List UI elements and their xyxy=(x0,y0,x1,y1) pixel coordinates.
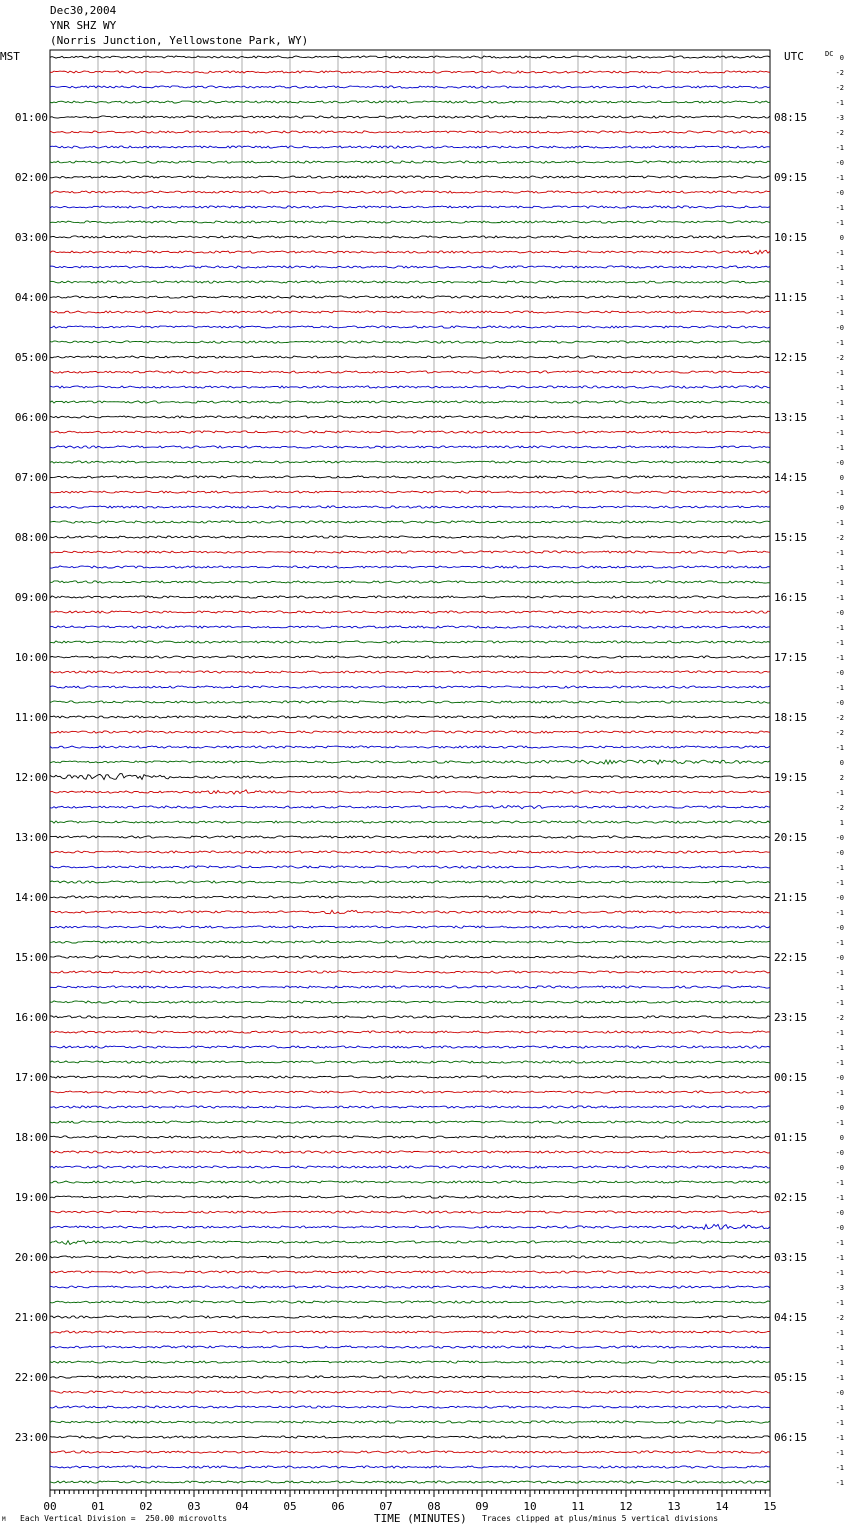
hour-label-right: 05:15 xyxy=(774,1371,808,1384)
trace-line xyxy=(50,716,770,718)
trace-line xyxy=(50,1361,770,1363)
trace-line xyxy=(50,1436,770,1438)
trace-line xyxy=(50,774,770,780)
dc-offset-label: 0 xyxy=(839,234,844,242)
dc-offset-label: -1 xyxy=(835,624,844,632)
trace-line xyxy=(50,221,770,223)
trace-line xyxy=(50,941,770,943)
hour-label-left: 23:00 xyxy=(14,1431,48,1444)
header-location: (Norris Junction, Yellowstone Park, WY) xyxy=(50,34,309,47)
hour-label-left: 16:00 xyxy=(14,1011,48,1024)
dc-offset-label: -1 xyxy=(835,1029,844,1037)
dc-offset-label: -1 xyxy=(835,489,844,497)
trace-line xyxy=(50,476,770,478)
hour-label-left: 04:00 xyxy=(14,291,48,304)
trace-line xyxy=(50,1406,770,1408)
hour-label-right: 19:15 xyxy=(774,771,808,784)
dc-offset-label: 0 xyxy=(839,1134,844,1142)
dc-offset-label: -1 xyxy=(835,1464,844,1472)
trace-line xyxy=(50,1091,770,1093)
dc-offset-label: 0 xyxy=(839,474,844,482)
trace-line xyxy=(50,401,770,403)
trace-line xyxy=(50,236,770,238)
dc-offset-label: -0 xyxy=(835,1149,844,1157)
trace-line xyxy=(50,821,770,823)
dc-offset-label: -1 xyxy=(835,1089,844,1097)
trace-line xyxy=(50,596,770,598)
dc-offset-label: -1 xyxy=(835,1449,844,1457)
hour-label-right: 09:15 xyxy=(774,171,808,184)
trace-line xyxy=(50,266,770,268)
x-tick-label: 10 xyxy=(523,1500,537,1513)
trace-line xyxy=(50,521,770,523)
dc-offset-label: -0 xyxy=(835,1389,844,1397)
dc-offset-label: -1 xyxy=(835,1329,844,1337)
x-tick-label: 14 xyxy=(715,1500,729,1513)
dc-offset-label: -1 xyxy=(835,1269,844,1277)
dc-offset-label: -0 xyxy=(835,1164,844,1172)
hour-label-left: 06:00 xyxy=(14,411,48,424)
dc-offset-label: -1 xyxy=(835,174,844,182)
dc-offset-label: -2 xyxy=(835,1314,844,1322)
dc-offset-label: -1 xyxy=(835,339,844,347)
dc-offset-label: -1 xyxy=(835,1059,844,1067)
trace-line xyxy=(50,881,770,883)
dc-offset-label: -1 xyxy=(835,414,844,422)
trace-line xyxy=(50,506,770,508)
dc-offset-label: -0 xyxy=(835,1074,844,1082)
trace-line xyxy=(50,1211,770,1213)
trace-line xyxy=(50,926,770,928)
trace-line xyxy=(50,626,770,628)
dc-offset-label: -1 xyxy=(835,1119,844,1127)
trace-line xyxy=(50,326,770,328)
hour-label-left: 02:00 xyxy=(14,171,48,184)
hour-label-right: 10:15 xyxy=(774,231,808,244)
dc-offset-label: 2 xyxy=(839,774,844,782)
x-tick-label: 15 xyxy=(763,1500,777,1513)
dc-offset-label: -2 xyxy=(835,69,844,77)
dc-offset-label: -1 xyxy=(835,1404,844,1412)
hour-label-left: 15:00 xyxy=(14,951,48,964)
trace-line xyxy=(50,851,770,853)
hour-label-right: 11:15 xyxy=(774,291,808,304)
hour-label-left: 17:00 xyxy=(14,1071,48,1084)
trace-line xyxy=(50,1316,770,1318)
hour-label-left: 18:00 xyxy=(14,1131,48,1144)
dc-offset-label: -0 xyxy=(835,1104,844,1112)
dc-offset-label: -2 xyxy=(835,84,844,92)
hour-label-left: 22:00 xyxy=(14,1371,48,1384)
dc-offset-label: -1 xyxy=(835,1434,844,1442)
trace-line xyxy=(50,371,770,373)
dc-offset-label: -1 xyxy=(835,519,844,527)
hour-label-right: 04:15 xyxy=(774,1311,808,1324)
trace-line xyxy=(50,551,770,553)
hour-label-right: 20:15 xyxy=(774,831,808,844)
hour-label-left: 08:00 xyxy=(14,531,48,544)
trace-line xyxy=(50,896,770,898)
dc-offset-label: 1 xyxy=(839,819,844,827)
hour-label-right: 17:15 xyxy=(774,651,808,664)
dc-offset-label: -2 xyxy=(835,804,844,812)
header-date: Dec30,2004 xyxy=(50,4,117,17)
hour-label-right: 02:15 xyxy=(774,1191,808,1204)
trace-line xyxy=(50,250,770,254)
footer-clip-note: Traces clipped at plus/minus 5 vertical divisions xyxy=(482,1514,719,1523)
trace-line xyxy=(50,1451,770,1453)
x-tick-label: 02 xyxy=(139,1500,153,1513)
dc-offset-label: -0 xyxy=(835,834,844,842)
dc-offset-label: -0 xyxy=(835,1224,844,1232)
x-tick-label: 09 xyxy=(475,1500,489,1513)
header-station: YNR SHZ WY xyxy=(50,19,117,32)
dc-offset-label: -1 xyxy=(835,219,844,227)
hour-label-right: 18:15 xyxy=(774,711,808,724)
trace-line xyxy=(50,731,770,733)
trace-line xyxy=(50,146,770,148)
hour-label-right: 08:15 xyxy=(774,111,808,124)
trace-line xyxy=(50,446,770,448)
dc-offset-label: -1 xyxy=(835,984,844,992)
x-tick-label: 07 xyxy=(379,1500,393,1513)
dc-offset-label: -1 xyxy=(835,1254,844,1262)
dc-offset-label: -1 xyxy=(835,444,844,452)
dc-offset-label: -0 xyxy=(835,189,844,197)
trace-line xyxy=(50,1001,770,1003)
hour-label-left: 05:00 xyxy=(14,351,48,364)
trace-line xyxy=(50,1151,770,1153)
right-timezone-label: UTC xyxy=(784,50,804,63)
trace-line xyxy=(50,461,770,463)
trace-line xyxy=(50,1391,770,1393)
trace-line xyxy=(50,611,770,613)
dc-offset-label: -1 xyxy=(835,399,844,407)
trace-line xyxy=(50,790,770,794)
corner-mark: M xyxy=(2,1516,6,1523)
hour-label-right: 21:15 xyxy=(774,891,808,904)
dc-offset-label: -1 xyxy=(835,1179,844,1187)
trace-line xyxy=(50,1346,770,1348)
dc-offset-label: -0 xyxy=(835,159,844,167)
hour-label-left: 03:00 xyxy=(14,231,48,244)
trace-line xyxy=(50,1016,770,1018)
trace-line xyxy=(50,1421,770,1423)
trace-line xyxy=(50,71,770,73)
x-tick-label: 00 xyxy=(43,1500,57,1513)
trace-line xyxy=(50,1121,770,1123)
hour-label-left: 13:00 xyxy=(14,831,48,844)
dc-offset-label: -1 xyxy=(835,654,844,662)
trace-line xyxy=(50,746,770,748)
trace-line xyxy=(50,1181,770,1183)
dc-offset-label: -1 xyxy=(835,684,844,692)
dc-offset-label: -0 xyxy=(835,669,844,677)
dc-offset-label: -1 xyxy=(835,564,844,572)
dc-offset-label: -1 xyxy=(835,1344,844,1352)
dc-offset-label: -1 xyxy=(835,969,844,977)
trace-line xyxy=(50,566,770,568)
dc-offset-label: -0 xyxy=(835,699,844,707)
trace-line xyxy=(50,296,770,298)
hour-label-left: 21:00 xyxy=(14,1311,48,1324)
dc-offset-label: -2 xyxy=(835,534,844,542)
trace-line xyxy=(50,986,770,988)
hour-label-left: 20:00 xyxy=(14,1251,48,1264)
dc-offset-label: -1 xyxy=(835,384,844,392)
dc-offset-label: -1 xyxy=(835,204,844,212)
trace-line xyxy=(50,1466,770,1468)
hour-label-left: 01:00 xyxy=(14,111,48,124)
hour-label-right: 06:15 xyxy=(774,1431,808,1444)
dc-offset-label: -3 xyxy=(835,114,844,122)
trace-line xyxy=(50,116,770,118)
dc-offset-label: -1 xyxy=(835,1374,844,1382)
hour-label-left: 07:00 xyxy=(14,471,48,484)
dc-offset-label: -1 xyxy=(835,1044,844,1052)
trace-line xyxy=(50,910,770,914)
dc-offset-label: -2 xyxy=(835,354,844,362)
trace-line xyxy=(50,431,770,433)
trace-line xyxy=(50,1166,770,1168)
x-tick-label: 01 xyxy=(91,1500,105,1513)
trace-line xyxy=(50,86,770,88)
trace-line xyxy=(50,641,770,643)
trace-line xyxy=(50,101,770,103)
dc-offset-label: -1 xyxy=(835,249,844,257)
trace-line xyxy=(50,161,770,163)
dc-offset-label: -1 xyxy=(835,939,844,947)
trace-line xyxy=(50,1046,770,1048)
dc-offset-label: -1 xyxy=(835,1359,844,1367)
hour-label-left: 19:00 xyxy=(14,1191,48,1204)
hour-label-left: 12:00 xyxy=(14,771,48,784)
dc-offset-label: -0 xyxy=(835,459,844,467)
dc-offset-label: -1 xyxy=(835,579,844,587)
trace-line xyxy=(50,1481,770,1483)
hour-label-right: 14:15 xyxy=(774,471,808,484)
x-tick-label: 03 xyxy=(187,1500,201,1513)
trace-line xyxy=(50,1376,770,1378)
hour-label-left: 14:00 xyxy=(14,891,48,904)
dc-offset-label: -1 xyxy=(835,1299,844,1307)
dc-offset-label: -1 xyxy=(835,549,844,557)
x-tick-label: 06 xyxy=(331,1500,345,1513)
dc-column-label: DC xyxy=(825,50,834,58)
trace-line xyxy=(50,191,770,193)
dc-offset-label: -1 xyxy=(835,639,844,647)
trace-line xyxy=(50,131,770,133)
dc-offset-label: -2 xyxy=(835,714,844,722)
dc-offset-label: -0 xyxy=(835,954,844,962)
trace-line xyxy=(50,356,770,358)
trace-line xyxy=(50,1031,770,1033)
dc-offset-label: -0 xyxy=(835,504,844,512)
dc-offset-label: -2 xyxy=(835,729,844,737)
x-tick-label: 04 xyxy=(235,1500,249,1513)
hour-label-right: 03:15 xyxy=(774,1251,808,1264)
footer-scale-note: Each Vertical Division = 250.00 microvolts xyxy=(20,1514,228,1523)
trace-line xyxy=(50,671,770,673)
x-tick-label: 13 xyxy=(667,1500,681,1513)
trace-line xyxy=(50,1286,770,1288)
dc-offset-label: -1 xyxy=(835,909,844,917)
trace-line xyxy=(50,760,770,764)
dc-offset-label: -1 xyxy=(835,1419,844,1427)
trace-line xyxy=(50,1271,770,1273)
dc-offset-label: -0 xyxy=(835,1209,844,1217)
hour-label-right: 12:15 xyxy=(774,351,808,364)
trace-line xyxy=(50,656,770,658)
dc-offset-label: -0 xyxy=(835,849,844,857)
dc-offset-label: -1 xyxy=(835,744,844,752)
dc-offset-label: -1 xyxy=(835,879,844,887)
dc-offset-label: -1 xyxy=(835,594,844,602)
trace-line xyxy=(50,206,770,208)
dc-offset-label: -1 xyxy=(835,144,844,152)
dc-offset-label: -1 xyxy=(835,99,844,107)
trace-line xyxy=(50,1196,770,1198)
trace-line xyxy=(50,701,770,703)
dc-offset-label: -1 xyxy=(835,309,844,317)
trace-line xyxy=(50,956,770,958)
dc-offset-label: -1 xyxy=(835,279,844,287)
trace-line xyxy=(50,806,770,809)
dc-offset-label: -0 xyxy=(835,894,844,902)
dc-offset-label: -3 xyxy=(835,1284,844,1292)
trace-line xyxy=(50,1331,770,1333)
hour-label-right: 15:15 xyxy=(774,531,808,544)
dc-offset-label: 0 xyxy=(839,759,844,767)
dc-offset-label: -1 xyxy=(835,789,844,797)
trace-line xyxy=(50,416,770,418)
dc-offset-label: -0 xyxy=(835,924,844,932)
trace-line xyxy=(50,836,770,838)
hour-label-right: 13:15 xyxy=(774,411,808,424)
dc-offset-label: -1 xyxy=(835,1479,844,1487)
hour-label-right: 16:15 xyxy=(774,591,808,604)
trace-line xyxy=(50,581,770,583)
trace-line xyxy=(50,866,770,868)
trace-line xyxy=(50,1224,770,1229)
x-tick-label: 08 xyxy=(427,1500,441,1513)
x-tick-label: 11 xyxy=(571,1500,585,1513)
trace-line xyxy=(50,341,770,343)
hour-label-right: 23:15 xyxy=(774,1011,808,1024)
trace-line xyxy=(50,1256,770,1258)
dc-offset-label: -1 xyxy=(835,294,844,302)
trace-line xyxy=(50,1076,770,1078)
trace-line xyxy=(50,686,770,688)
dc-offset-label: -1 xyxy=(835,864,844,872)
trace-line xyxy=(50,281,770,283)
trace-line xyxy=(50,56,770,58)
trace-line xyxy=(50,1136,770,1138)
trace-line xyxy=(50,176,770,178)
x-tick-label: 05 xyxy=(283,1500,297,1513)
trace-line xyxy=(50,1106,770,1108)
x-tick-label: 12 xyxy=(619,1500,633,1513)
trace-line xyxy=(50,1241,770,1245)
trace-line xyxy=(50,971,770,973)
x-axis-label: TIME (MINUTES) xyxy=(374,1512,467,1525)
left-timezone-label: MST xyxy=(0,50,20,63)
dc-offset-label: 0 xyxy=(839,54,844,62)
hour-label-right: 00:15 xyxy=(774,1071,808,1084)
hour-label-right: 01:15 xyxy=(774,1131,808,1144)
dc-offset-label: -1 xyxy=(835,999,844,1007)
dc-offset-label: -1 xyxy=(835,429,844,437)
trace-line xyxy=(50,536,770,538)
trace-line xyxy=(50,491,770,493)
dc-offset-label: -0 xyxy=(835,609,844,617)
dc-offset-label: -2 xyxy=(835,129,844,137)
hour-label-left: 09:00 xyxy=(14,591,48,604)
hour-label-right: 22:15 xyxy=(774,951,808,964)
dc-offset-label: -0 xyxy=(835,324,844,332)
trace-line xyxy=(50,386,770,388)
trace-line xyxy=(50,311,770,313)
trace-line xyxy=(50,1061,770,1063)
dc-offset-label: -2 xyxy=(835,1014,844,1022)
hour-label-left: 11:00 xyxy=(14,711,48,724)
dc-offset-label: -1 xyxy=(835,264,844,272)
trace-line xyxy=(50,1301,770,1303)
hour-label-left: 10:00 xyxy=(14,651,48,664)
dc-offset-label: -1 xyxy=(835,1194,844,1202)
dc-offset-label: -1 xyxy=(835,369,844,377)
dc-offset-label: -1 xyxy=(835,1239,844,1247)
